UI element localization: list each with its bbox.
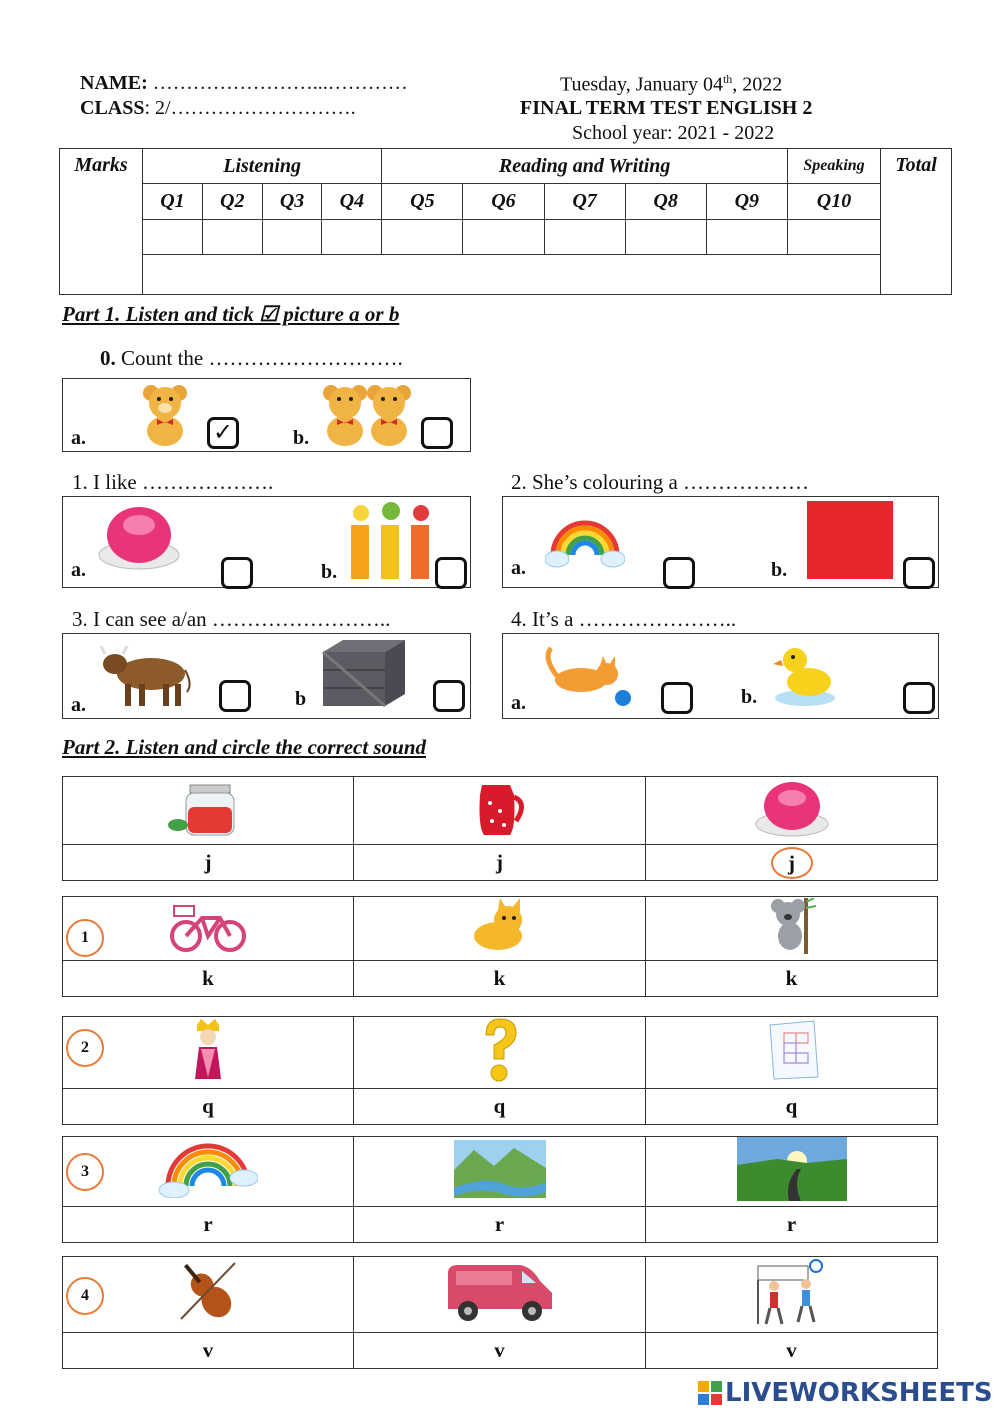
sound-letter[interactable]: q — [646, 1089, 938, 1125]
jam-icon — [168, 777, 248, 839]
sound-letter[interactable]: r — [354, 1207, 646, 1243]
score-row — [60, 219, 952, 254]
comment-cell — [143, 255, 881, 295]
date-text: Tuesday, January 04 — [560, 73, 723, 96]
question-2-checkbox-b[interactable] — [903, 557, 935, 589]
picture-cell — [354, 1017, 646, 1089]
liveworksheets-logo — [698, 1378, 993, 1408]
test-title: FINAL TERM TEST ENGLISH 2 — [520, 97, 813, 119]
question-row — [60, 184, 952, 219]
ox-icon — [99, 640, 193, 710]
question-2-box — [502, 496, 939, 588]
date — [560, 72, 782, 97]
sound-letter[interactable]: k — [354, 961, 646, 997]
example-checkbox-b[interactable] — [421, 417, 453, 449]
row-number: 2 — [66, 1029, 104, 1067]
sound-letter[interactable]: v — [63, 1333, 354, 1369]
sound-row-1 — [62, 896, 938, 997]
q9-header: Q9 — [706, 184, 787, 219]
cat-icon — [537, 638, 637, 712]
kitten-icon — [468, 898, 532, 954]
score-cell — [463, 219, 544, 254]
q8-header: Q8 — [625, 184, 706, 219]
rainbow-icon — [545, 505, 625, 571]
class-field[interactable]: : 2/………………………. — [144, 97, 356, 119]
option-b-label: b — [295, 688, 307, 710]
sound-letter[interactable]: k — [646, 961, 938, 997]
violin-icon — [173, 1257, 243, 1327]
picture-cell — [63, 1137, 354, 1207]
option-a-label: a. — [71, 427, 86, 449]
question-1-box — [62, 496, 471, 588]
jug-icon — [470, 777, 530, 839]
road-icon — [737, 1137, 847, 1201]
box-icon — [319, 638, 409, 708]
question-1-checkbox-a[interactable] — [221, 557, 253, 589]
date-sup: th — [722, 72, 733, 86]
option-b-label: b. — [321, 561, 338, 583]
score-cell — [322, 219, 382, 254]
sound-letter[interactable]: r — [646, 1207, 938, 1243]
picture-cell — [646, 777, 938, 845]
part2-title: Part 2. Listen and circle the correct sound — [62, 735, 426, 759]
question-4-checkbox-a[interactable] — [661, 682, 693, 714]
teddy-bear-icon — [139, 381, 191, 447]
sound-letter[interactable]: v — [646, 1333, 938, 1369]
picture-cell — [63, 1017, 354, 1089]
example-num: 0. — [100, 346, 116, 370]
duck-icon — [773, 638, 839, 710]
q4-header: Q4 — [322, 184, 382, 219]
marks-header: Marks — [60, 149, 143, 295]
bike-icon — [170, 898, 246, 954]
class-label: CLASS — [80, 97, 145, 119]
class-line — [80, 97, 356, 120]
van-icon — [444, 1259, 556, 1325]
q10-header: Q10 — [788, 184, 881, 219]
sound-row-2 — [62, 1016, 938, 1125]
picture-cell — [646, 1017, 938, 1089]
option-a-label: a. — [511, 557, 526, 579]
sound-row-3 — [62, 1136, 938, 1243]
picture-cell — [354, 897, 646, 961]
picture-cell — [646, 897, 938, 961]
score-cell — [382, 219, 463, 254]
reading-writing-header: Reading and Writing — [382, 149, 788, 184]
score-cell — [625, 219, 706, 254]
question-2: 2. She’s colouring a ……………… — [511, 470, 810, 494]
part1-title: Part 1. Listen and tick ☑ picture a or b — [62, 302, 400, 326]
example-text: Count the ………………………. — [121, 346, 403, 370]
example-question — [100, 346, 403, 371]
picture-cell — [646, 1137, 938, 1207]
sound-letter[interactable]: q — [354, 1089, 646, 1125]
logo-grid-icon — [698, 1381, 722, 1405]
question-4-box — [502, 633, 939, 719]
question-4: 4. It’s a ………………….. — [511, 607, 737, 631]
q7-header: Q7 — [544, 184, 625, 219]
question-mark-icon — [480, 1017, 520, 1083]
q5-header: Q5 — [382, 184, 463, 219]
school-year: School year: 2021 - 2022 — [572, 122, 775, 144]
q2-header: Q2 — [202, 184, 262, 219]
score-cell — [788, 219, 881, 254]
picture-cell — [354, 1257, 646, 1333]
picture-cell — [63, 1257, 354, 1333]
option-b-label: b. — [771, 559, 788, 581]
quiz-icon — [764, 1019, 820, 1081]
question-4-checkbox-b[interactable] — [903, 682, 935, 714]
picture-cell — [646, 1257, 938, 1333]
score-cell — [544, 219, 625, 254]
example-checkbox-a[interactable]: ✓ — [207, 417, 239, 449]
sound-row-example — [62, 776, 938, 881]
question-3-box — [62, 633, 471, 719]
river-icon — [454, 1140, 546, 1198]
queen-icon — [183, 1019, 233, 1081]
score-cell — [143, 219, 203, 254]
sound-letter[interactable]: v — [354, 1333, 646, 1369]
sound-letter[interactable]: k — [63, 961, 354, 997]
picture-cell — [354, 777, 646, 845]
q6-header: Q6 — [463, 184, 544, 219]
sound-letter[interactable]: r — [63, 1207, 354, 1243]
question-3: 3. I can see a/an …………………….. — [72, 607, 391, 631]
option-b-label: b. — [741, 686, 758, 708]
score-cell — [706, 219, 787, 254]
two-teddy-bears-icon — [319, 381, 415, 447]
listening-header: Listening — [143, 149, 382, 184]
question-3-checkbox-b[interactable] — [433, 680, 465, 712]
question-3-checkbox-a[interactable] — [219, 680, 251, 712]
option-b-label: b. — [293, 427, 310, 449]
picture-cell — [63, 777, 354, 845]
sound-letter[interactable]: j — [63, 845, 354, 881]
q1-header: Q1 — [143, 184, 203, 219]
option-a-label: a. — [71, 559, 86, 581]
jelly-icon — [754, 778, 830, 838]
volleyball-icon — [756, 1258, 828, 1326]
option-a-label: a. — [71, 694, 86, 716]
name-line — [80, 72, 408, 95]
juice-icon — [345, 499, 437, 581]
total-header: Total — [881, 149, 952, 295]
logo-text: LIVEWORKSHEETS — [725, 1378, 993, 1408]
speaking-header: Speaking — [788, 149, 881, 184]
question-1: 1. I like ………………. — [72, 470, 274, 494]
circled-letter: j — [771, 847, 813, 879]
sound-letter[interactable]: j — [354, 845, 646, 881]
example-box — [62, 378, 471, 452]
option-a-label: a. — [511, 692, 526, 714]
marks-table — [59, 148, 952, 295]
rainbow-icon — [158, 1140, 258, 1198]
row-number: 1 — [66, 919, 104, 957]
question-1-checkbox-b[interactable] — [435, 557, 467, 589]
score-cell — [202, 219, 262, 254]
name-label: NAME: — [80, 72, 148, 94]
sound-letter[interactable]: q — [63, 1089, 354, 1125]
row-number: 3 — [66, 1153, 104, 1191]
sound-letter-circled[interactable] — [646, 845, 938, 881]
date-year: , 2022 — [732, 73, 783, 96]
question-2-checkbox-a[interactable] — [663, 557, 695, 589]
name-field[interactable]: ……………………...………… — [147, 72, 408, 94]
red-square-icon — [807, 501, 893, 579]
score-cell — [262, 219, 322, 254]
q3-header: Q3 — [262, 184, 322, 219]
row-number: 4 — [66, 1277, 104, 1315]
picture-cell — [63, 897, 354, 961]
sound-row-4 — [62, 1256, 938, 1369]
koala-icon — [768, 898, 816, 954]
jelly-icon — [97, 501, 181, 573]
picture-cell — [354, 1137, 646, 1207]
